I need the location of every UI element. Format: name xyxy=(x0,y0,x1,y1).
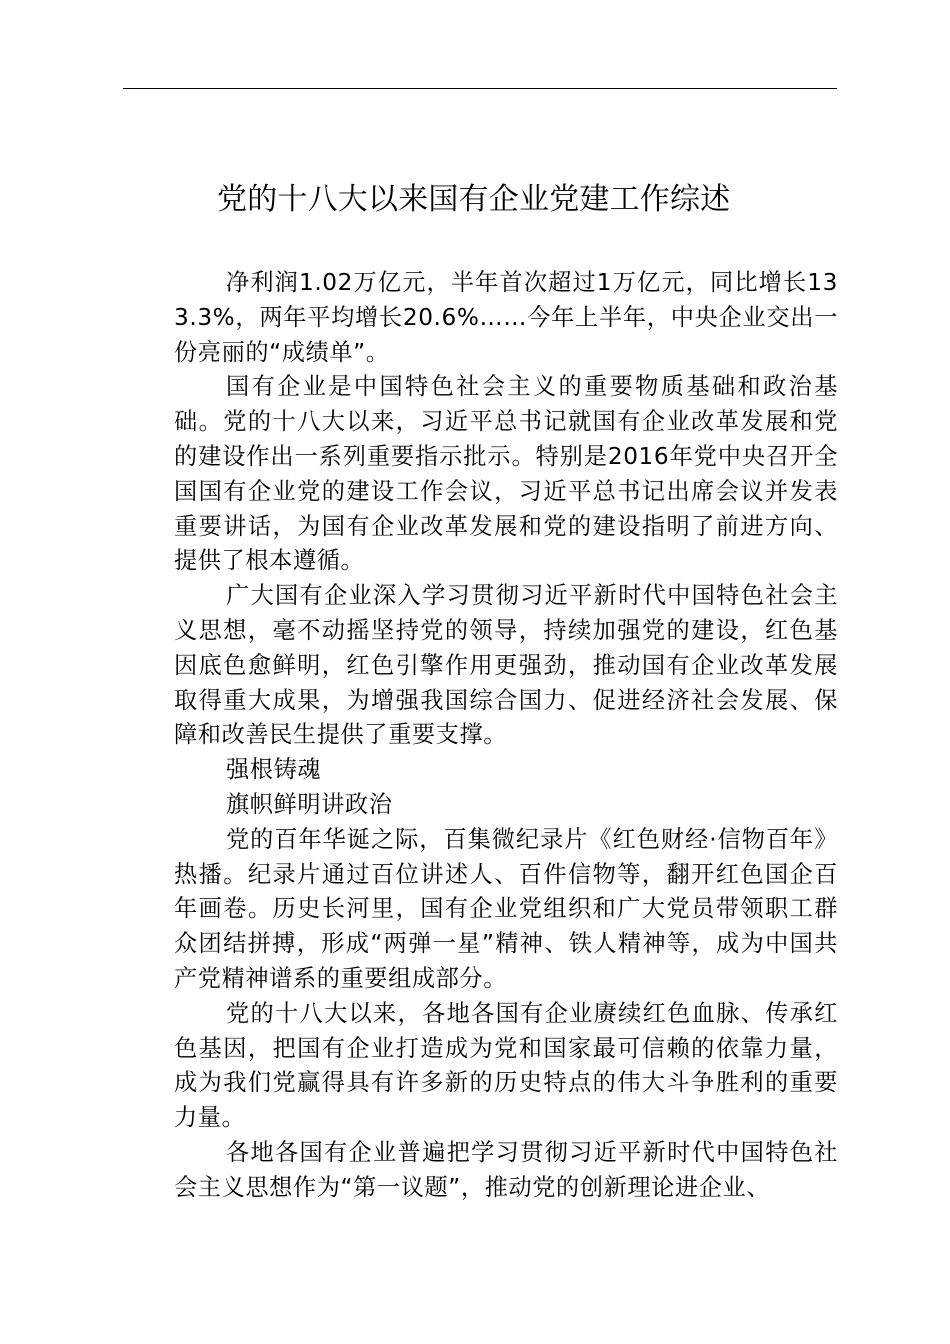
paragraph: 各地各国有企业普遍把学习贯彻习近平新时代中国特色社会主义思想作为“第一议题”，推动党的创新理论进企业、 xyxy=(174,1138,838,1201)
paragraph: 党的百年华诞之际，百集微纪录片《红色财经·信物百年》热播。纪录片通过百位讲述人、百件信物等，翻开红色国企百年画卷。历史长河里，国有企业党组织和广大党员带领职工群众团结拼搏，形成“两弹一星”精神、铁人精神等，成为中国共产党精神谱系的重要组成部分。 xyxy=(174,825,838,992)
document-title: 党的十八大以来国有企业党建工作综述 xyxy=(217,182,731,217)
paragraph: 国有企业是中国特色社会主义的重要物质基础和政治基础。党的十八大以来，习近平总书记就国有企业改革发展和党的建设作出一系列重要指示批示。特别是2016年党中央召开全国国有企业党的建设工作会议，习近平总书记出席会议并发表重要讲话，为国有企业改革发展和党的建设指明了前进方向、提供了根本遵循。 xyxy=(174,373,838,575)
paragraph: 净利润1.02万亿元，半年首次超过1万亿元，同比增长133.3%，两年平均增长20.6%……今年上半年，中央企业交出一份亮丽的“成绩单”。 xyxy=(174,269,838,366)
header-rule xyxy=(123,88,837,89)
section-subheading: 旗帜鲜明讲政治 xyxy=(226,790,393,818)
document-body xyxy=(174,266,838,1206)
paragraph: 党的十八大以来，各地各国有企业赓续红色血脉、传承红色基因，把国有企业打造成为党和国家最可信赖的依靠力量，成为我们党赢得具有许多新的历史特点的伟大斗争胜利的重要力量。 xyxy=(174,999,838,1132)
section-heading: 强根铸魂 xyxy=(226,756,322,784)
paragraph: 广大国有企业深入学习贯彻习近平新时代中国特色社会主义思想，毫不动摇坚持党的领导，持续加强党的建设，红色基因底色愈鲜明，红色引擎作用更强劲，推动国有企业改革发展取得重大成果，为增强我国综合国力、促进经济社会发展、保障和改善民生提供了重要支撑。 xyxy=(174,582,838,749)
